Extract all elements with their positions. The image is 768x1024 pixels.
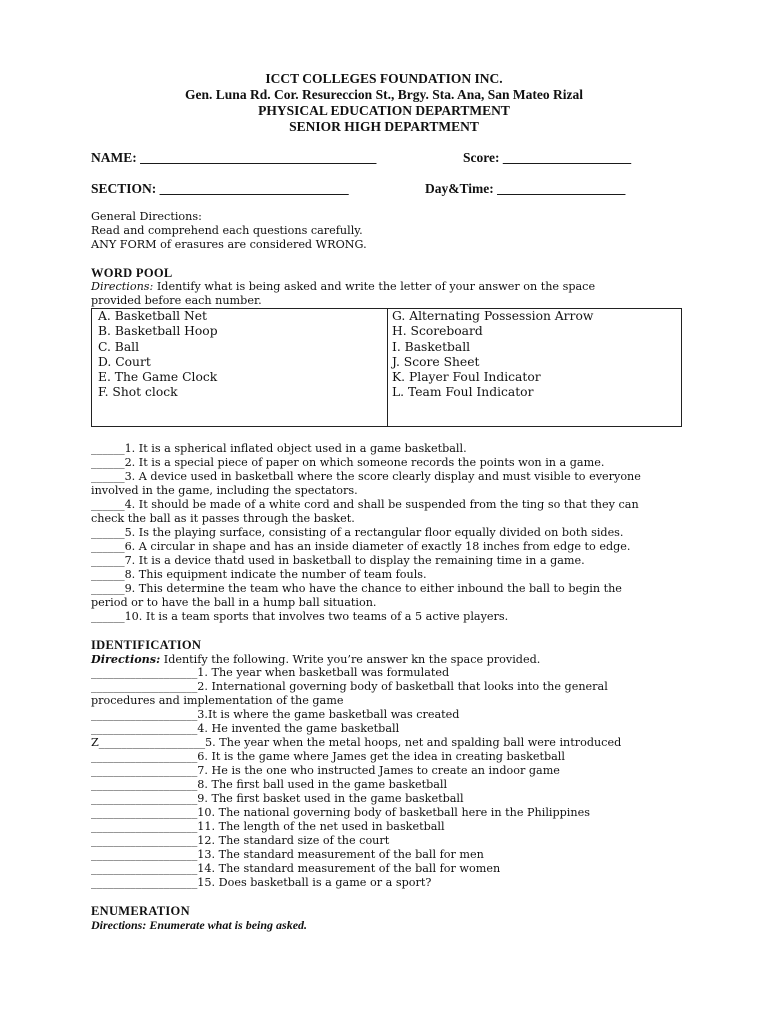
word-pool-item: D. Court <box>98 354 151 369</box>
school-address: Gen. Luna Rd. Cor. Resureccion St., Brgy. Sta. Ana, San Mateo Rizal <box>185 87 583 102</box>
general-directions-line-2: ANY FORM of erasures are considered WRONG. <box>91 238 367 251</box>
word-pool-directions-cont: provided before each number. <box>91 294 262 307</box>
question-line: period or to have the ball in a hump ball situation. <box>91 596 377 609</box>
question-line: ______8. This equipment indicate the number of team fouls. <box>91 568 427 581</box>
question-line: ______7. It is a device thatd used in basketball to display the remaining time in a game. <box>91 554 585 567</box>
enumeration-title: ENUMERATION <box>91 904 190 918</box>
question-line: ______2. It is a special piece of paper on which someone records the points won in a game. <box>91 456 605 469</box>
identification-item: ___________________4. He invented the game basketball <box>91 722 400 735</box>
word-pool-item: K. Player Foul Indicator <box>392 370 541 385</box>
identification-item: ___________________12. The standard size of the court <box>91 834 390 847</box>
question-line: ______1. It is a spherical inflated object used in a game basketball. <box>91 442 467 455</box>
general-directions-line-1: Read and comprehend each questions carefully. <box>91 224 363 237</box>
word-pool-left-column <box>98 309 218 401</box>
word-pool-item: F. Shot clock <box>98 385 178 400</box>
document-header <box>0 71 768 135</box>
identification-item: ___________________1. The year when basketball was formulated <box>91 666 450 679</box>
identification-title: IDENTIFICATION <box>91 638 202 652</box>
word-pool-item: E. The Game Clock <box>98 370 218 385</box>
identification-items <box>91 666 691 890</box>
section-field[interactable]: SECTION: ____________________________ <box>91 181 349 196</box>
identification-item: ___________________10. The national governing body of basketball here in the Philippines <box>91 806 590 819</box>
word-pool-box <box>91 308 682 427</box>
question-line: ______6. A circular in shape and has an inside diameter of exactly 18 inches from edge to edge. <box>91 540 631 553</box>
word-pool-directions-label: Directions: <box>91 280 154 293</box>
word-pool-item: I. Basketball <box>392 339 471 354</box>
question-line: ______9. This determine the team who have the chance to either inbound the ball to begin the <box>91 582 622 595</box>
word-pool-divider <box>387 309 388 426</box>
identification-item: ___________________13. The standard measurement of the ball for men <box>91 848 484 861</box>
word-pool-item: L. Team Foul Indicator <box>392 385 534 400</box>
word-pool-questions <box>91 442 691 624</box>
identification-item: ___________________7. He is the one who instructed James to create an indoor game <box>91 764 560 777</box>
word-pool-item: J. Score Sheet <box>392 354 480 369</box>
score-field[interactable]: Score: ___________________ <box>463 150 632 165</box>
identification-item: ___________________14. The standard measurement of the ball for women <box>91 862 501 875</box>
word-pool-item: H. Scoreboard <box>392 324 483 339</box>
identification-directions-label: Directions: <box>91 652 161 666</box>
identification-item: Z___________________5. The year when the metal hoops, net and spalding ball were introduced <box>91 736 622 749</box>
word-pool-item: G. Alternating Possession Arrow <box>392 309 594 323</box>
question-line: ______10. It is a team sports that involves two teams of a 5 active players. <box>91 610 509 623</box>
identification-directions-text: Identify the following. Write you’re answer kn the space provided. <box>160 653 541 666</box>
word-pool-item: C. Ball <box>98 339 140 354</box>
word-pool-item: A. Basketball Net <box>98 309 208 323</box>
department-name: PHYSICAL EDUCATION DEPARTMENT <box>258 103 510 118</box>
identification-item: ___________________15. Does basketball is a game or a sport? <box>91 876 432 889</box>
identification-item: ___________________9. The first basket used in the game basketball <box>91 792 464 805</box>
word-pool-item: B. Basketball Hoop <box>98 324 218 339</box>
daytime-field[interactable]: Day&Time: ___________________ <box>425 181 626 196</box>
question-line: ______3. A device used in basketball where the score clearly display and must visible to everyone <box>91 470 641 483</box>
question-line: involved in the game, including the spectators. <box>91 484 358 497</box>
identification-directions <box>91 652 540 667</box>
word-pool-title: WORD POOL <box>91 266 173 280</box>
word-pool-directions-text: Identify what is being asked and write the letter of your answer on the space <box>153 280 596 293</box>
identification-item: ___________________2. International governing body of basketball that looks into the general <box>91 680 608 693</box>
identification-item: ___________________11. The length of the net used in basketball <box>91 820 445 833</box>
word-pool-right-column <box>392 309 593 401</box>
identification-item: ___________________6. It is the game where James get the idea in creating basketball <box>91 750 565 763</box>
sub-department-name: SENIOR HIGH DEPARTMENT <box>289 119 479 134</box>
identification-item: procedures and implementation of the game <box>91 694 344 707</box>
word-pool-directions <box>91 280 595 294</box>
question-line: check the ball as it passes through the basket. <box>91 512 355 525</box>
question-line: ______5. Is the playing surface, consisting of a rectangular floor equally divided on both sides. <box>91 526 624 539</box>
general-directions-title: General Directions: <box>91 210 202 223</box>
identification-item: ___________________8. The first ball used in the game basketball <box>91 778 448 791</box>
identification-item: ___________________3.It is where the game basketball was created <box>91 708 460 721</box>
name-field[interactable]: NAME: ___________________________________ <box>91 150 377 165</box>
school-name: ICCT COLLEGES FOUNDATION INC. <box>265 71 503 86</box>
enumeration-directions: Directions: Enumerate what is being asked. <box>91 918 308 932</box>
question-line: ______4. It should be made of a white cord and shall be suspended from the ting so that they can <box>91 498 639 511</box>
